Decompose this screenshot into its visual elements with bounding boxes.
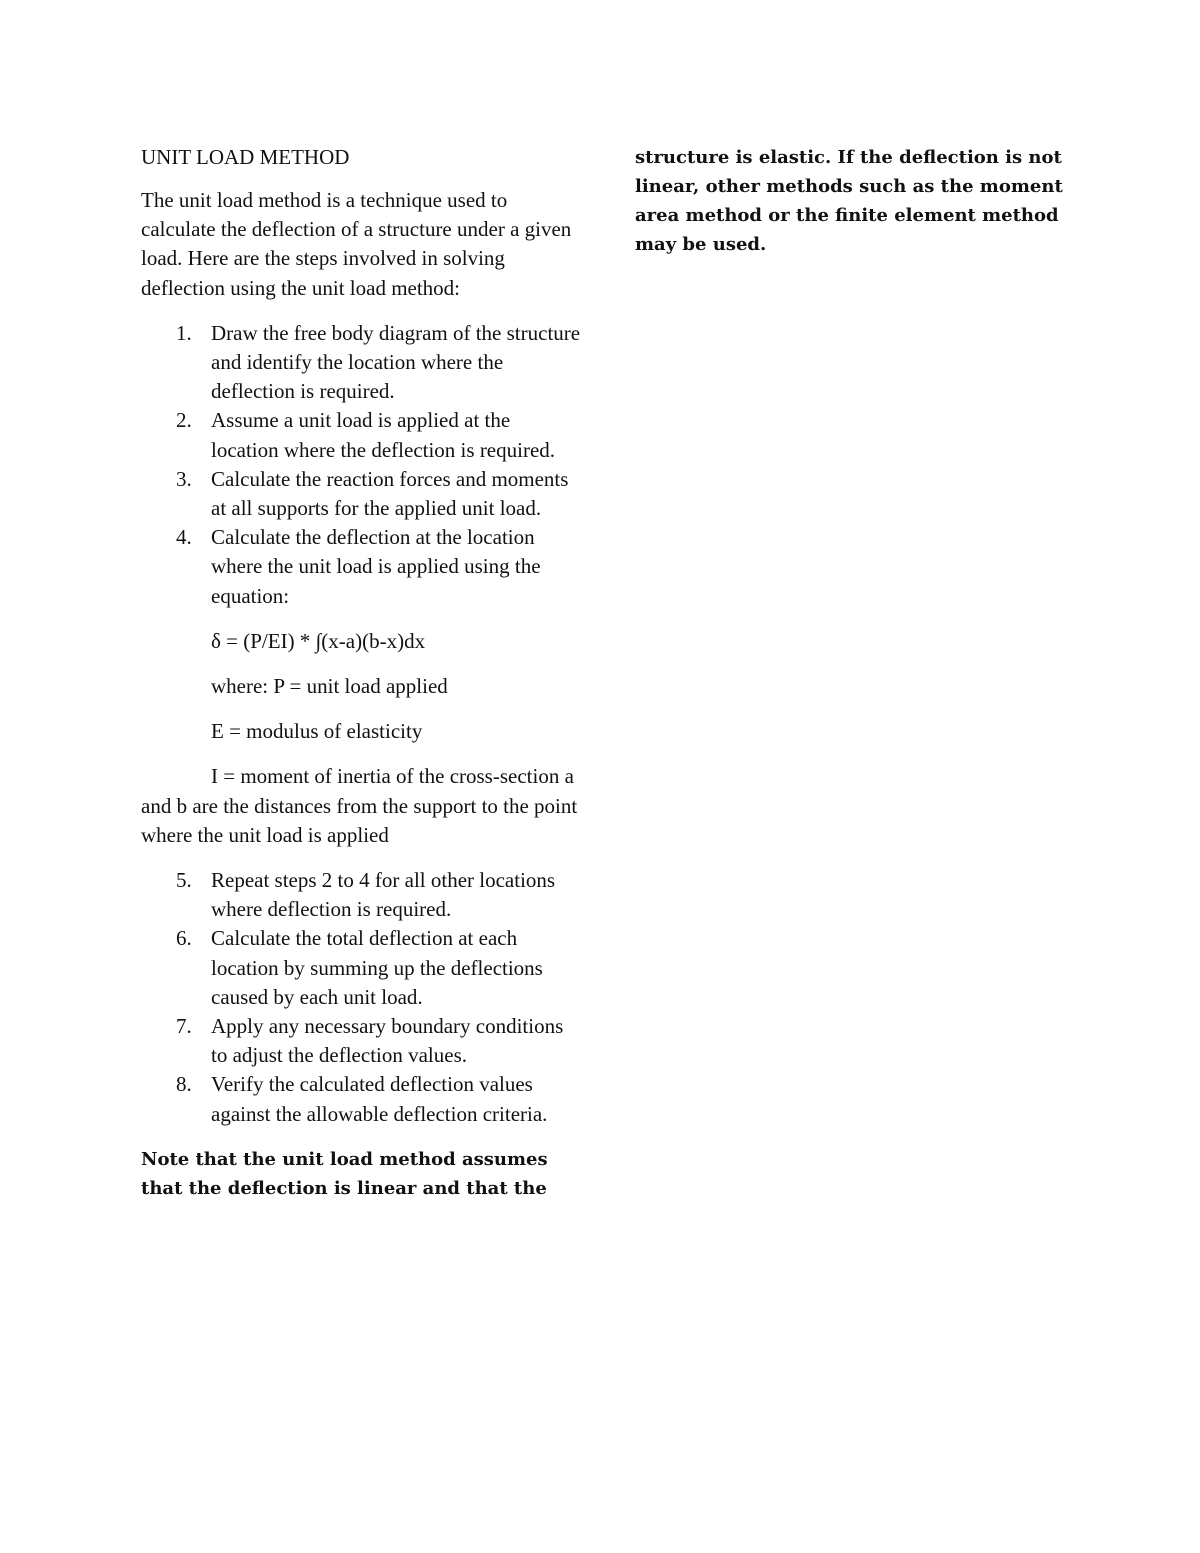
list-item-text: Apply any necessary boundary conditions to adjust the deflection values.	[211, 1014, 564, 1068]
list-item	[141, 1070, 581, 1128]
note-paragraph-continued: structure is elastic. If the deflection is not linear, other methods such as the moment area method or the finite element method may be used.	[635, 147, 1063, 255]
list-number: 6.	[176, 926, 192, 951]
note-paragraph-start: Note that the unit load method assumes that the deflection is linear and that the	[141, 1148, 548, 1199]
list-number: 2.	[176, 408, 192, 433]
list-item	[141, 1012, 581, 1070]
list-item-text: Verify the calculated deflection values against the allowable deflection criteria.	[211, 1072, 548, 1126]
list-number: 4.	[176, 525, 192, 550]
list-item-text: Assume a unit load is applied at the location where the deflection is required.	[211, 408, 556, 462]
steps-list-2	[141, 866, 581, 1129]
list-number: 3.	[176, 466, 192, 491]
where-definition: where: P = unit load applied	[211, 674, 448, 699]
list-item-text: Repeat steps 2 to 4 for all other locations where deflection is required.	[211, 868, 556, 922]
list-item	[141, 406, 581, 464]
steps-list-1	[141, 319, 581, 611]
list-item	[141, 465, 581, 523]
inertia-definition: I = moment of inertia of the cross-section a and b are the distances from the support to the point where the unit load is applied	[141, 764, 578, 847]
list-item	[141, 924, 581, 1012]
list-item	[141, 523, 581, 611]
list-number: 5.	[176, 868, 192, 893]
list-item-text: Draw the free body diagram of the structure and identify the location where the deflection is required.	[211, 320, 581, 404]
list-item	[141, 319, 581, 407]
list-number: 1.	[176, 320, 192, 345]
document-title: UNIT LOAD METHOD	[141, 145, 350, 169]
right-column	[635, 143, 1075, 259]
list-item-text: Calculate the total deflection at each location by summing up the deflections caused by each unit load.	[211, 926, 543, 1009]
left-column	[141, 143, 581, 1203]
deflection-equation: δ = (P/EI) * ∫(x-a)(b-x)dx	[211, 628, 426, 653]
list-number: 7.	[176, 1014, 192, 1039]
list-number: 8.	[176, 1072, 192, 1097]
list-item-text: Calculate the reaction forces and moments at all supports for the applied unit load.	[211, 466, 569, 521]
list-item-text: Calculate the deflection at the location where the unit load is applied using the equation:	[211, 525, 541, 608]
intro-paragraph: The unit load method is a technique used to calculate the deflection of a structure under a given load. Here are the steps involved in solving deflection using the unit load method:	[141, 188, 572, 300]
modulus-definition: E = modulus of elasticity	[211, 719, 423, 744]
list-item	[141, 866, 581, 924]
